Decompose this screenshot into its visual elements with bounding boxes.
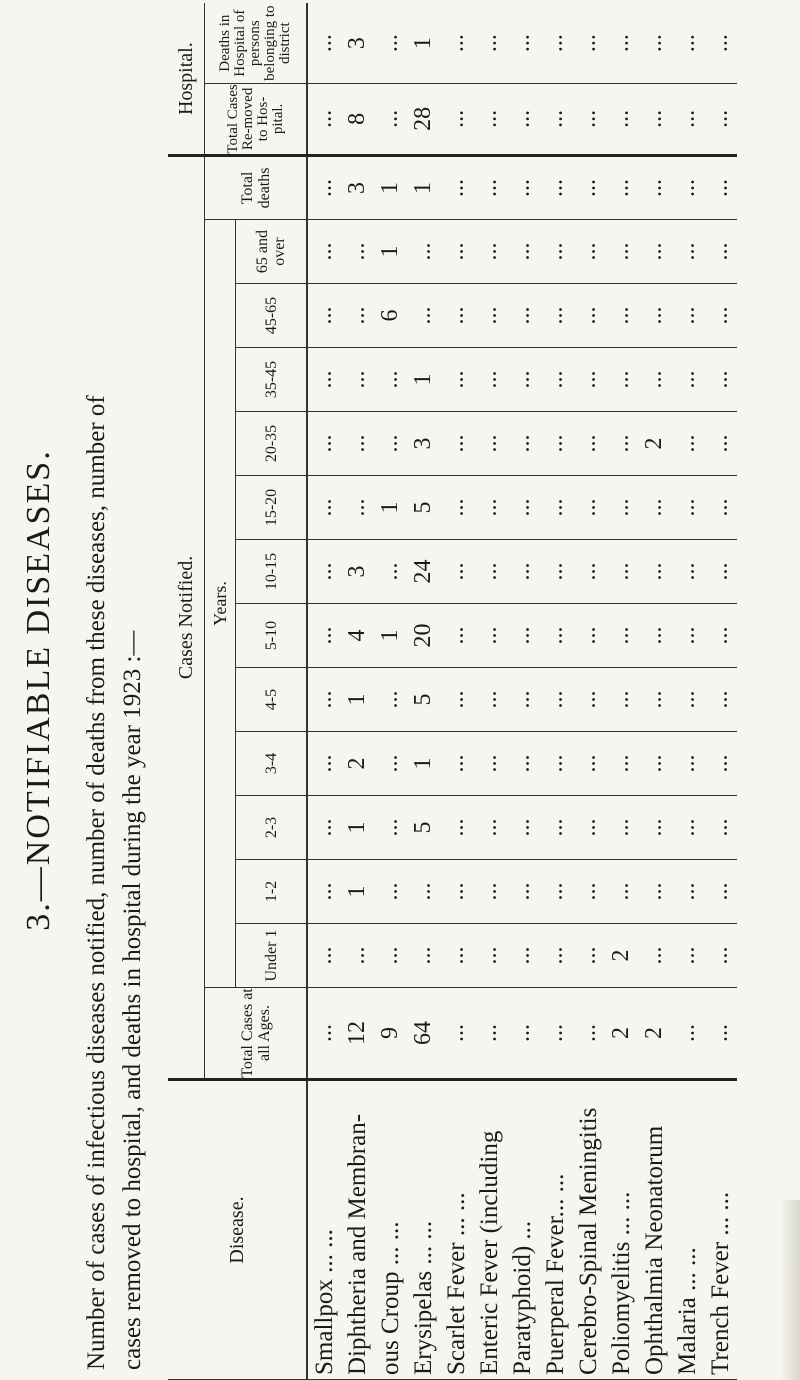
cell-age-2-3: ... xyxy=(704,796,737,860)
cell-under-1: ... xyxy=(671,924,704,988)
cell-age-15-20: 5 xyxy=(407,476,440,540)
cell-age-1-2: ... xyxy=(638,860,671,924)
table-row xyxy=(341,3,374,1379)
cell-age-65-over: ... xyxy=(307,220,341,284)
cell-age-4-5: ... xyxy=(704,668,737,732)
cell-age-2-3: ... xyxy=(506,796,539,860)
col-age-45-65: 45-65 xyxy=(236,284,308,348)
cell-age-10-15: ... xyxy=(605,540,638,604)
cell-age-65-over: 1 xyxy=(374,220,407,284)
cell-age-2-3: ... xyxy=(440,796,473,860)
cell-removed-to-hospital: ... xyxy=(374,83,407,155)
table-row xyxy=(638,3,671,1379)
cell-age-5-10: 4 xyxy=(341,604,374,668)
cell-age-65-over: ... xyxy=(638,220,671,284)
cell-deaths-in-hospital: ... xyxy=(374,3,407,83)
cell-age-35-45: ... xyxy=(704,348,737,412)
cell-age-4-5: ... xyxy=(473,668,506,732)
cell-age-20-35: ... xyxy=(307,412,341,476)
cell-removed-to-hospital: 28 xyxy=(407,83,440,155)
cell-deaths-in-hospital: ... xyxy=(605,3,638,83)
cell-age-1-2: ... xyxy=(704,860,737,924)
cell-age-15-20: 1 xyxy=(374,476,407,540)
cell-deaths-in-hospital: ... xyxy=(440,3,473,83)
cell-under-1: ... xyxy=(307,924,341,988)
cell-age-65-over: ... xyxy=(671,220,704,284)
cell-total-all-ages: ... xyxy=(440,988,473,1080)
cell-total-all-ages: ... xyxy=(506,988,539,1080)
cell-total-all-ages: ... xyxy=(307,988,341,1080)
cell-age-20-35: ... xyxy=(341,412,374,476)
cell-under-1: ... xyxy=(341,924,374,988)
cell-age-3-4: 2 xyxy=(341,732,374,796)
cell-total-deaths: ... xyxy=(440,155,473,219)
cell-under-1: ... xyxy=(374,924,407,988)
cell-age-20-35: ... xyxy=(506,412,539,476)
cell-removed-to-hospital: ... xyxy=(671,83,704,155)
cell-age-65-over: ... xyxy=(341,220,374,284)
cell-age-5-10: ... xyxy=(473,604,506,668)
cell-age-45-65: 6 xyxy=(374,284,407,348)
cell-age-10-15: ... xyxy=(671,540,704,604)
cell-age-15-20: ... xyxy=(638,476,671,540)
cell-total-all-ages: 2 xyxy=(605,988,638,1080)
cell-age-15-20: ... xyxy=(440,476,473,540)
table-row xyxy=(506,3,539,1379)
cell-age-3-4: ... xyxy=(539,732,572,796)
cell-age-2-3: 5 xyxy=(407,796,440,860)
cell-under-1: ... xyxy=(407,924,440,988)
cell-age-45-65: ... xyxy=(671,284,704,348)
cell-removed-to-hospital: ... xyxy=(539,83,572,155)
cell-under-1: 2 xyxy=(605,924,638,988)
cell-removed-to-hospital: 8 xyxy=(341,83,374,155)
cell-age-20-35: ... xyxy=(704,412,737,476)
cell-total-all-ages: ... xyxy=(704,988,737,1080)
cell-age-1-2: ... xyxy=(307,860,341,924)
cell-age-5-10: ... xyxy=(440,604,473,668)
table-row xyxy=(605,3,638,1379)
cell-age-10-15: 24 xyxy=(407,540,440,604)
cell-removed-to-hospital: ... xyxy=(704,83,737,155)
col-deaths-in-hospital: Deaths in Hospital of persons belonging to district xyxy=(205,3,308,83)
cell-age-10-15: ... xyxy=(307,540,341,604)
cell-age-10-15: ... xyxy=(440,540,473,604)
hospital-header: Hospital. xyxy=(168,3,205,155)
cell-age-20-35: 3 xyxy=(407,412,440,476)
cell-age-35-45: ... xyxy=(440,348,473,412)
col-age-3-4: 3-4 xyxy=(236,732,308,796)
cell-age-35-45: ... xyxy=(539,348,572,412)
cell-age-1-2: ... xyxy=(572,860,605,924)
cell-age-15-20: ... xyxy=(605,476,638,540)
notifiable-diseases-table xyxy=(168,3,737,1380)
cell-removed-to-hospital: ... xyxy=(506,83,539,155)
cell-deaths-in-hospital: ... xyxy=(473,3,506,83)
cell-age-45-65: ... xyxy=(307,284,341,348)
cell-age-5-10: ... xyxy=(539,604,572,668)
disease-name-cell: Trench Fever ... ... xyxy=(704,1080,737,1380)
table-row xyxy=(704,3,737,1379)
disease-name-cell: Cerebro-Spinal Meningitis xyxy=(572,1080,605,1380)
cell-age-2-3: ... xyxy=(605,796,638,860)
col-under-1: Under 1 xyxy=(236,924,308,988)
disease-name-cell: ous Croup ... ... xyxy=(374,1080,407,1380)
cell-total-deaths: ... xyxy=(506,155,539,219)
cell-age-20-35: ... xyxy=(440,412,473,476)
cell-under-1: ... xyxy=(473,924,506,988)
cell-age-2-3: ... xyxy=(539,796,572,860)
cell-age-5-10: ... xyxy=(671,604,704,668)
cell-age-15-20: ... xyxy=(539,476,572,540)
years-header: Years. xyxy=(205,220,236,988)
table-row xyxy=(671,3,704,1379)
cell-age-4-5: ... xyxy=(374,668,407,732)
cell-under-1: ... xyxy=(440,924,473,988)
table-row xyxy=(539,3,572,1379)
cell-deaths-in-hospital: ... xyxy=(307,3,341,83)
cell-age-2-3: ... xyxy=(473,796,506,860)
cell-age-15-20: ... xyxy=(671,476,704,540)
cell-age-35-45: 1 xyxy=(407,348,440,412)
cell-age-45-65: ... xyxy=(506,284,539,348)
cell-age-35-45: ... xyxy=(341,348,374,412)
cell-age-35-45: ... xyxy=(473,348,506,412)
cell-total-deaths: 1 xyxy=(374,155,407,219)
table-row xyxy=(407,3,440,1379)
cell-total-deaths: ... xyxy=(605,155,638,219)
cell-age-45-65: ... xyxy=(473,284,506,348)
cell-age-15-20: ... xyxy=(506,476,539,540)
cell-total-all-ages: ... xyxy=(539,988,572,1080)
cell-age-45-65: ... xyxy=(539,284,572,348)
cell-total-all-ages: 9 xyxy=(374,988,407,1080)
col-age-65-over: 65 and over xyxy=(236,220,308,284)
cell-removed-to-hospital: ... xyxy=(473,83,506,155)
cell-deaths-in-hospital: 1 xyxy=(407,3,440,83)
cell-age-4-5: ... xyxy=(671,668,704,732)
cell-age-15-20: ... xyxy=(307,476,341,540)
cell-total-deaths: 3 xyxy=(341,155,374,219)
cell-age-20-35: ... xyxy=(473,412,506,476)
cell-age-35-45: ... xyxy=(374,348,407,412)
page-edge-shadow xyxy=(780,1200,800,1380)
cell-age-35-45: ... xyxy=(638,348,671,412)
disease-name-cell: Enteric Fever (including xyxy=(473,1080,506,1380)
cell-age-4-5: ... xyxy=(539,668,572,732)
cell-age-1-2: ... xyxy=(440,860,473,924)
cell-deaths-in-hospital: ... xyxy=(572,3,605,83)
cell-age-2-3: ... xyxy=(307,796,341,860)
cell-age-35-45: ... xyxy=(506,348,539,412)
cell-age-5-10: ... xyxy=(506,604,539,668)
cell-age-20-35: ... xyxy=(605,412,638,476)
cell-age-65-over: ... xyxy=(440,220,473,284)
cell-total-all-ages: 64 xyxy=(407,988,440,1080)
cell-age-65-over: ... xyxy=(506,220,539,284)
cell-age-2-3: ... xyxy=(671,796,704,860)
cell-deaths-in-hospital: ... xyxy=(704,3,737,83)
col-age-5-10: 5-10 xyxy=(236,604,308,668)
cell-under-1: ... xyxy=(506,924,539,988)
cell-age-4-5: ... xyxy=(572,668,605,732)
cell-age-20-35: ... xyxy=(671,412,704,476)
cell-total-deaths: ... xyxy=(638,155,671,219)
cell-age-10-15: ... xyxy=(539,540,572,604)
cell-age-20-35: ... xyxy=(539,412,572,476)
cell-total-all-ages: 12 xyxy=(341,988,374,1080)
cell-age-10-15: ... xyxy=(704,540,737,604)
disease-header: Disease. xyxy=(168,1080,307,1380)
col-age-2-3: 2-3 xyxy=(236,796,308,860)
cell-age-15-20: ... xyxy=(572,476,605,540)
cell-age-3-4: ... xyxy=(704,732,737,796)
disease-name-cell: Erysipelas ... ... xyxy=(407,1080,440,1380)
cell-age-5-10: ... xyxy=(572,604,605,668)
cell-age-45-65: ... xyxy=(341,284,374,348)
cell-under-1: ... xyxy=(539,924,572,988)
table-row xyxy=(307,3,341,1379)
cell-age-10-15: ... xyxy=(374,540,407,604)
col-age-35-45: 35-45 xyxy=(236,348,308,412)
table-row xyxy=(374,3,407,1379)
cell-age-10-15: ... xyxy=(506,540,539,604)
col-age-1-2: 1-2 xyxy=(236,860,308,924)
cell-age-4-5: ... xyxy=(440,668,473,732)
cell-age-20-35: 2 xyxy=(638,412,671,476)
cell-removed-to-hospital: ... xyxy=(572,83,605,155)
cell-age-1-2: ... xyxy=(374,860,407,924)
cell-age-35-45: ... xyxy=(572,348,605,412)
cell-age-3-4: ... xyxy=(671,732,704,796)
cell-age-5-10: ... xyxy=(704,604,737,668)
cell-age-10-15: ... xyxy=(473,540,506,604)
cell-total-deaths: ... xyxy=(307,155,341,219)
cell-age-4-5: ... xyxy=(605,668,638,732)
disease-name-cell: Scarlet Fever ... ... xyxy=(440,1080,473,1380)
cell-age-4-5: ... xyxy=(506,668,539,732)
cell-age-3-4: ... xyxy=(572,732,605,796)
cell-age-65-over: ... xyxy=(605,220,638,284)
cell-age-45-65: ... xyxy=(605,284,638,348)
cell-total-all-ages: ... xyxy=(671,988,704,1080)
table-body xyxy=(307,3,737,1379)
cell-age-1-2: ... xyxy=(605,860,638,924)
cell-total-all-ages: ... xyxy=(572,988,605,1080)
caption-line-2: cases removed to hospital, and deaths in hospital during the year 1923 :— xyxy=(119,630,146,1370)
cell-age-3-4: ... xyxy=(374,732,407,796)
col-age-10-15: 10-15 xyxy=(236,540,308,604)
cell-age-10-15: ... xyxy=(572,540,605,604)
cell-age-1-2: ... xyxy=(539,860,572,924)
cell-age-35-45: ... xyxy=(671,348,704,412)
caption-line-1: Number of cases of infectious diseases notified, number of deaths from these diseases, number of xyxy=(83,395,110,1370)
cell-age-65-over: ... xyxy=(539,220,572,284)
cell-age-3-4: ... xyxy=(440,732,473,796)
table-row xyxy=(473,3,506,1379)
cell-age-1-2: ... xyxy=(407,860,440,924)
cell-age-5-10: ... xyxy=(638,604,671,668)
disease-name-cell: Diphtheria and Membran- xyxy=(341,1080,374,1380)
cell-deaths-in-hospital: ... xyxy=(638,3,671,83)
cell-age-5-10: 1 xyxy=(374,604,407,668)
disease-name-cell: Ophthalmia Neonatorum xyxy=(638,1080,671,1380)
cell-age-35-45: ... xyxy=(307,348,341,412)
cell-removed-to-hospital: ... xyxy=(638,83,671,155)
cell-age-2-3: 1 xyxy=(341,796,374,860)
cell-under-1: ... xyxy=(638,924,671,988)
cell-total-deaths: 1 xyxy=(407,155,440,219)
cell-age-4-5: ... xyxy=(638,668,671,732)
cases-notified-header: Cases Notified. xyxy=(168,155,205,1079)
cell-age-65-over: ... xyxy=(704,220,737,284)
cell-age-10-15: 3 xyxy=(341,540,374,604)
cell-age-1-2: ... xyxy=(473,860,506,924)
cell-age-3-4: ... xyxy=(307,732,341,796)
cell-age-10-15: ... xyxy=(638,540,671,604)
cell-total-deaths: ... xyxy=(671,155,704,219)
cell-under-1: ... xyxy=(572,924,605,988)
disease-name-cell: Poliomyelitis ... ... xyxy=(605,1080,638,1380)
cell-age-1-2: ... xyxy=(671,860,704,924)
cell-total-deaths: ... xyxy=(473,155,506,219)
cell-age-2-3: ... xyxy=(572,796,605,860)
cell-age-65-over: ... xyxy=(473,220,506,284)
cell-deaths-in-hospital: ... xyxy=(671,3,704,83)
cell-age-3-4: ... xyxy=(638,732,671,796)
col-age-15-20: 15-20 xyxy=(236,476,308,540)
cell-removed-to-hospital: ... xyxy=(307,83,341,155)
cell-age-4-5: 1 xyxy=(341,668,374,732)
disease-name-cell: Malaria ... ... xyxy=(671,1080,704,1380)
cell-age-45-65: ... xyxy=(638,284,671,348)
cell-age-15-20: ... xyxy=(341,476,374,540)
cell-age-65-over: ... xyxy=(407,220,440,284)
cell-total-all-ages: ... xyxy=(473,988,506,1080)
cell-removed-to-hospital: ... xyxy=(440,83,473,155)
disease-name-cell: Paratyphoid) ... xyxy=(506,1080,539,1380)
cell-age-5-10: 20 xyxy=(407,604,440,668)
cell-deaths-in-hospital: ... xyxy=(539,3,572,83)
cell-age-20-35: ... xyxy=(572,412,605,476)
cell-age-65-over: ... xyxy=(572,220,605,284)
table-row xyxy=(440,3,473,1379)
col-age-4-5: 4-5 xyxy=(236,668,308,732)
cell-age-3-4: ... xyxy=(473,732,506,796)
cell-age-5-10: ... xyxy=(605,604,638,668)
cell-age-3-4: ... xyxy=(506,732,539,796)
disease-name-cell: Smallpox ... ... xyxy=(307,1080,341,1380)
cell-age-1-2: ... xyxy=(506,860,539,924)
cell-age-5-10: ... xyxy=(307,604,341,668)
cell-age-2-3: ... xyxy=(374,796,407,860)
cell-age-3-4: ... xyxy=(605,732,638,796)
cell-age-45-65: ... xyxy=(572,284,605,348)
cell-age-15-20: ... xyxy=(704,476,737,540)
col-age-20-35: 20-35 xyxy=(236,412,308,476)
cell-under-1: ... xyxy=(704,924,737,988)
col-removed-to-hospital: Total Cases Re-moved to Hos-pital. xyxy=(205,83,308,155)
cell-age-2-3: ... xyxy=(638,796,671,860)
disease-name-cell: Puerperal Fever... ... xyxy=(539,1080,572,1380)
page-title: 3.—NOTIFIABLE DISEASES. xyxy=(20,449,57,931)
cell-age-4-5: ... xyxy=(307,668,341,732)
cell-age-45-65: ... xyxy=(407,284,440,348)
cell-total-deaths: ... xyxy=(572,155,605,219)
col-total-deaths: Total deaths xyxy=(205,155,308,219)
cell-deaths-in-hospital: 3 xyxy=(341,3,374,83)
cell-age-15-20: ... xyxy=(473,476,506,540)
table-row xyxy=(572,3,605,1379)
cell-total-all-ages: 2 xyxy=(638,988,671,1080)
col-total-all-ages: Total Cases at all Ages. xyxy=(205,988,308,1080)
cell-age-4-5: 5 xyxy=(407,668,440,732)
cell-removed-to-hospital: ... xyxy=(605,83,638,155)
cell-total-deaths: ... xyxy=(704,155,737,219)
cell-age-35-45: ... xyxy=(605,348,638,412)
cell-age-20-35: ... xyxy=(374,412,407,476)
cell-age-1-2: 1 xyxy=(341,860,374,924)
cell-age-45-65: ... xyxy=(704,284,737,348)
cell-age-45-65: ... xyxy=(440,284,473,348)
cell-age-3-4: 1 xyxy=(407,732,440,796)
cell-total-deaths: ... xyxy=(539,155,572,219)
cell-deaths-in-hospital: ... xyxy=(506,3,539,83)
